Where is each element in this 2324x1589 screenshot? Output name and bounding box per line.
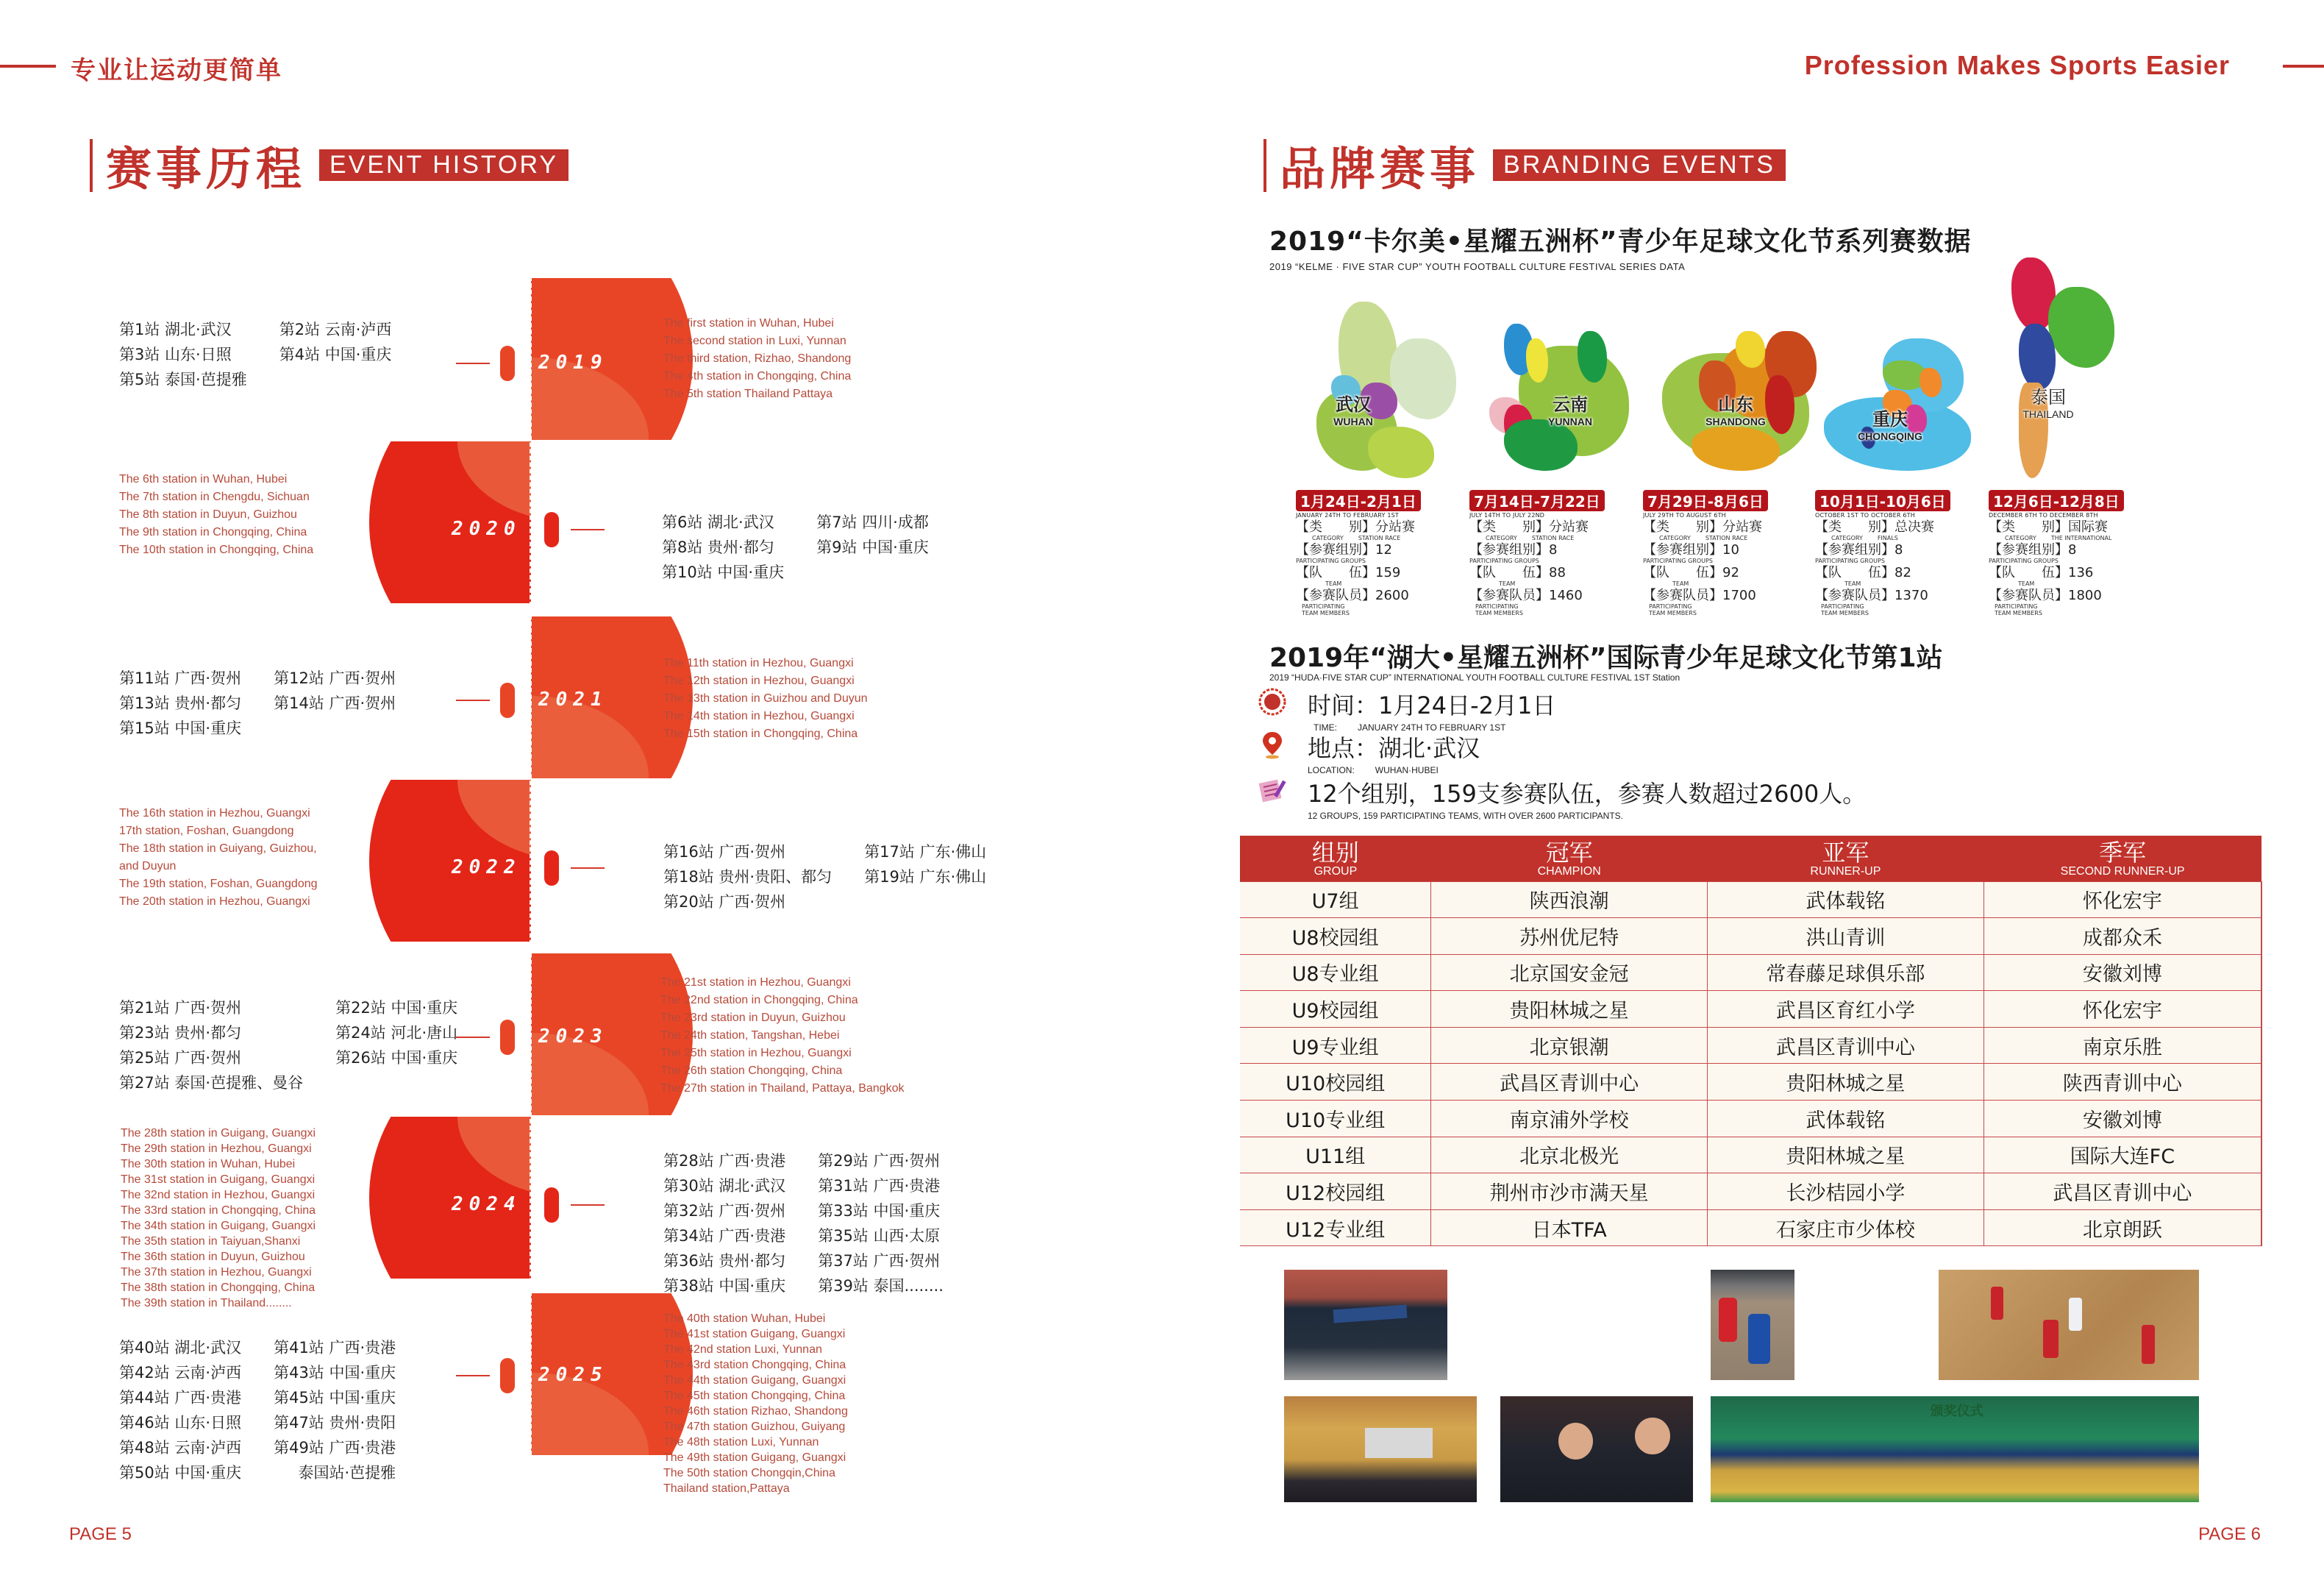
stat-card-thailand: 12月6日-12月8日 DECEMBER 6TH TO DECEMBER 8TH 【类 别】国际赛 CATEGORY THE INTERNATIONAL 【参赛组别】8 PARTICIPATING GROUPS 【队 伍】136 TEAM 【参赛队员】1800 PARTICIPATING TEAM MEMBERS xyxy=(1989,490,2158,616)
station-item: 第32站 广西·贺州 xyxy=(663,1202,786,1220)
station-item-en: The 40th station Wuhan, Hubei xyxy=(663,1312,826,1325)
station-item: 第36站 贵州·都匀 xyxy=(663,1252,786,1270)
stations-2024-cn xyxy=(663,1149,944,1296)
station-item-en: The 15th station in Chongqing, China xyxy=(663,728,858,740)
table-row: U12专业组 日本TFA 石家庄市少体校 北京朗跃 xyxy=(1240,1209,2261,1246)
station-item: 第49站 广西·贵港 xyxy=(274,1439,396,1457)
station-item: 第40站 湖北·武汉 xyxy=(119,1339,242,1357)
table-row: U10校园组 武昌区青训中心 贵阳林城之星 陕西青训中心 xyxy=(1240,1064,2261,1101)
slogan-en: Profession Makes Sports Easier xyxy=(1804,50,2230,80)
series-subtitle: 2019 “KELME · FIVE STAR CUP” YOUTH FOOTBALL CULTURE FESTIVAL SERIES DATA xyxy=(1269,261,1686,272)
station-item-en: The third station, Rizhao, Shandong xyxy=(663,352,852,365)
timeline-marker xyxy=(544,512,559,547)
page-number-right: PAGE 6 xyxy=(2198,1524,2261,1544)
festival-time: 时间：1月24日-2月1日 TIME: JANUARY 24TH TO FEBRUARY 1ST xyxy=(1258,687,1555,733)
station-item: 第14站 广西·贺州 xyxy=(274,694,396,712)
page-number-left: PAGE 5 xyxy=(69,1524,132,1544)
timeline-tick xyxy=(571,1204,605,1206)
timeline-tick xyxy=(456,363,490,364)
station-item-en: The second station in Luxi, Yunnan xyxy=(663,335,846,347)
station-item-en: The 37th station in Hezhou, Guangxi xyxy=(121,1266,312,1279)
timeline-marker xyxy=(500,1358,515,1393)
clock-icon xyxy=(1258,687,1287,717)
map-wuhan xyxy=(1316,302,1464,478)
station-item-en: The 30th station in Wuhan, Hubei xyxy=(121,1158,296,1170)
station-item-en: The 5th station Thailand Pattaya xyxy=(663,388,833,400)
stat-card-shandong: 7月29日-8月6日 JULY 29TH TO AUGUST 6TH 【类 别】分站赛 CATEGORY STATION RACE 【参赛组别】10 PARTICIPATING GROUPS 【队 伍】92 TEAM 【参赛队员】1700 PARTICIPATING TEAM MEMBERS xyxy=(1643,490,1812,616)
station-item-en: The 26th station Chongqing, China xyxy=(660,1064,843,1077)
festival-location: 地点：湖北·武汉 LOCATION: WUHAN·HUBEI xyxy=(1258,730,1480,775)
map-label: 泰国 THAILAND xyxy=(2022,387,2074,420)
station-item-en: The 23rd station in Duyun, Guizhou xyxy=(660,1012,846,1024)
station-item-en: The 20th station in Hezhou, Guangxi xyxy=(119,895,310,908)
station-item-en: The 32nd station in Hezhou, Guangxi xyxy=(121,1189,316,1201)
station-item-en: The 44th station Guigang, Guangxi xyxy=(663,1374,846,1387)
station-item-en: The 31st station in Guigang, Guangxi xyxy=(121,1173,316,1186)
table-row: U10专业组 南京浦外学校 武体载铭 安徽刘博 xyxy=(1240,1101,2261,1137)
timeline-marker xyxy=(500,1020,515,1055)
station-item: 第34站 广西·贵港 xyxy=(663,1227,786,1245)
station-item: 第41站 广西·贵港 xyxy=(274,1339,396,1357)
stations-2024-en xyxy=(121,1126,316,1311)
station-item: 第9站 中国·重庆 xyxy=(816,538,929,556)
award-ceremony-caption: 颁奖仪式 xyxy=(1930,1403,1983,1419)
map-label: 武汉 WUHAN xyxy=(1333,394,1373,427)
year-label-2024: 2024 xyxy=(452,1193,521,1215)
stations-2025-en xyxy=(663,1311,848,1496)
station-item-en: The 47th station Guizhou, Guiyang xyxy=(663,1421,846,1433)
location-pin-icon xyxy=(1258,730,1287,759)
station-item-en: The 28th station in Guigang, Guangxi xyxy=(121,1127,316,1140)
station-item: 第16站 广西·贺州 xyxy=(663,843,786,861)
station-item: 第30站 湖北·武汉 xyxy=(663,1177,786,1195)
station-item: 第21站 广西·贺州 xyxy=(119,999,242,1017)
stations-2022-cn xyxy=(663,840,986,912)
station-item-en: Thailand station,Pattaya xyxy=(663,1482,790,1495)
station-item-en: The 18th station in Guiyang, Guizhou, xyxy=(119,842,317,855)
station-item: 第35站 山西·太原 xyxy=(818,1227,941,1245)
station-item-en: The 43rd station Chongqing, China xyxy=(663,1359,846,1371)
stations-2019-en xyxy=(663,315,851,403)
stations-2020-cn xyxy=(662,511,929,583)
station-item: 第27站 泰国·芭提雅、曼谷 xyxy=(119,1074,304,1092)
station-item-en: The 50th station Chongqin,China xyxy=(663,1467,835,1479)
station-item: 第43站 中国·重庆 xyxy=(274,1364,396,1382)
photo-team-group xyxy=(1284,1270,1447,1380)
station-item-en: The 9th station in Chongqing, China xyxy=(119,526,307,538)
station-item-en: The 49th station Guigang, Guangxi xyxy=(663,1451,846,1464)
station-item-en: The 29th station in Hezhou, Guangxi xyxy=(121,1142,312,1155)
station-item: 第7站 四川·成都 xyxy=(816,513,929,531)
station-item-en: The 7th station in Chengdu, Sichuan xyxy=(119,491,310,503)
festival-summary: 12个组别，159支参赛队伍，参赛人数超过2600人。 12 GROUPS, 159 PARTICIPATING TEAMS, WITH OVER 2600 PARTICIPANTS. xyxy=(1258,775,1866,821)
station-item-en: The 46th station Rizhao, Shandong xyxy=(663,1405,848,1418)
station-item: 第20站 广西·贺州 xyxy=(663,893,786,911)
station-item-en: The 48th station Luxi, Yunnan xyxy=(663,1436,819,1448)
map-shandong xyxy=(1662,331,1809,463)
col-group: 组别 GROUP xyxy=(1240,836,1431,881)
station-item-en: The 16th station in Hezhou, Guangxi xyxy=(119,807,310,820)
date-badge: 1月24日-2月1日 xyxy=(1296,490,1421,511)
date-badge: 7月14日-7月22日 xyxy=(1469,490,1605,511)
festival-subtitle: 2019 “HUDA·FIVE STAR CUP” INTERNATIONAL YOUTH FOOTBALL CULTURE FESTIVAL 1ST Station xyxy=(1269,672,1680,683)
station-item: 第45站 中国·重庆 xyxy=(274,1389,396,1407)
station-item-en: The 8th station in Duyun, Guizhou xyxy=(119,508,297,521)
station-item-en: The 13th station in Guizhou and Duyun xyxy=(663,692,868,705)
station-item-en: The 33rd station in Chongqing, China xyxy=(121,1204,316,1217)
table-row: U9专业组 北京银潮 武昌区青训中心 南京乐胜 xyxy=(1240,1027,2261,1064)
table-row: U7组 陕西浪潮 武体载铭 怀化宏宇 xyxy=(1240,881,2261,918)
heading-en-badge: EVENT HISTORY xyxy=(319,149,568,181)
photo-match-outdoor xyxy=(1711,1270,1794,1380)
station-item-en: The 25th station in Hezhou, Guangxi xyxy=(660,1047,852,1059)
stat-card-wuhan: 1月24日-2月1日 JANUARY 24TH TO FEBRUARY 1ST 【类 别】分站赛 CATEGORY STATION RACE 【参赛组别】12 PARTICIPATING GROUPS 【队 伍】159 TEAM 【参赛队员】2600 PARTICIPATING TEAM MEMBERS xyxy=(1296,490,1465,616)
station-item-en: The 34th station in Guigang, Guangxi xyxy=(121,1220,316,1232)
timeline-marker xyxy=(544,850,559,886)
stations-2025-cn xyxy=(119,1336,396,1483)
station-item: 第11站 广西·贺州 xyxy=(119,669,242,687)
map-yunnan xyxy=(1489,316,1636,478)
station-item-en: The 14th station in Hezhou, Guangxi xyxy=(663,710,855,722)
station-item: 第15站 中国·重庆 xyxy=(119,719,242,737)
slogan-rule-right xyxy=(2283,65,2324,68)
map-label: 云南 YUNNAN xyxy=(1548,394,1592,427)
heading-cn: 赛事历程 xyxy=(106,142,307,196)
year-label-2019: 2019 xyxy=(538,352,608,374)
station-item-en: The first station in Wuhan, Hubei xyxy=(663,317,834,330)
region-maps xyxy=(1309,257,2192,486)
station-item-en: The 11th station in Hezhou, Guangxi xyxy=(663,657,854,669)
station-item-en: The 38th station in Chongqing, China xyxy=(121,1281,316,1294)
station-item: 第38站 中国·重庆 xyxy=(663,1277,786,1295)
station-item-en: The 6th station in Wuhan, Hubei xyxy=(119,473,288,486)
station-item: 第18站 贵州·贵阳、都匀 xyxy=(663,868,833,886)
slogan-rule-left xyxy=(0,65,56,68)
station-item-en: The 19th station, Foshan, Guangdong xyxy=(119,878,318,890)
date-badge: 12月6日-12月8日 xyxy=(1989,490,2124,511)
station-item: 第47站 贵州·贵阳 xyxy=(274,1414,396,1432)
year-label-2022: 2022 xyxy=(452,856,521,878)
map-thailand xyxy=(2004,257,2136,486)
station-item: 第2站 云南·泸西 xyxy=(279,321,392,338)
map-label: 重庆 CHONGQING xyxy=(1858,409,1922,442)
map-chongqing xyxy=(1824,338,1971,478)
station-item: 第29站 广西·贺州 xyxy=(818,1152,941,1170)
station-item: 第26站 中国·重庆 xyxy=(335,1049,458,1067)
station-item-en: The 24th station, Tangshan, Hebei xyxy=(660,1029,840,1042)
station-item: 第8站 贵州·都匀 xyxy=(662,538,774,556)
timeline-tick xyxy=(456,1375,490,1376)
heading-cn: 品牌赛事 xyxy=(1280,142,1480,196)
station-item-en: The 36th station in Duyun, Guizhou xyxy=(121,1251,305,1263)
station-item: 第46站 山东·日照 xyxy=(119,1414,242,1432)
series-title: 2019“卡尔美•星耀五洲杯”青少年足球文化节系列赛数据 xyxy=(1269,227,1972,257)
station-item: 第19站 广东·佛山 xyxy=(864,868,987,886)
heading-en-badge: BRANDING EVENTS xyxy=(1493,149,1786,181)
stat-card-chongqing: 10月1日-10月6日 OCTOBER 1ST TO OCTOBER 6TH 【类 别】总决赛 CATEGORY FINALS 【参赛组别】8 PARTICIPATING GROUPS 【队 伍】82 TEAM 【参赛队员】1370 PARTICIPATING TEAM MEMBERS xyxy=(1815,490,1984,616)
station-item: 第23站 贵州·都匀 xyxy=(119,1024,242,1042)
station-item-en: and Duyun xyxy=(119,860,177,872)
station-item-en: The 41st station Guigang, Guangxi xyxy=(663,1328,846,1340)
date-badge: 10月1日-10月6日 xyxy=(1815,490,1950,511)
stations-2021-en xyxy=(663,655,868,743)
photo-award-ceremony xyxy=(1711,1396,2199,1502)
station-item-en: The 39th station in Thailand........ xyxy=(121,1297,292,1309)
table-row: U11组 北京北极光 贵阳林城之星 国际大连FC xyxy=(1240,1137,2261,1173)
stations-2021-cn xyxy=(119,666,396,739)
timeline-tick xyxy=(571,529,605,530)
station-item: 第37站 广西·贺州 xyxy=(818,1252,941,1270)
station-item: 第50站 中国·重庆 xyxy=(119,1464,242,1482)
stations-2023-cn xyxy=(119,996,457,1093)
station-item-en: The 12th station in Hezhou, Guangxi xyxy=(663,675,855,687)
map-label: 山东 SHANDONG xyxy=(1705,394,1766,427)
timeline-marker xyxy=(500,346,515,381)
stations-2022-en xyxy=(119,805,318,911)
timeline-tick xyxy=(456,700,490,701)
heading-bar xyxy=(1263,139,1266,192)
station-item: 第17站 广东·佛山 xyxy=(864,843,987,861)
station-item: 第4站 中国·重庆 xyxy=(279,346,392,363)
stat-card-yunnan: 7月14日-7月22日 JULY 14TH TO JULY 22ND 【类 别】分站赛 CATEGORY STATION RACE 【参赛组别】8 PARTICIPATING GROUPS 【队 伍】88 TEAM 【参赛队员】1460 PARTICIPATING TEAM MEMBERS xyxy=(1469,490,1639,616)
station-item: 第28站 广西·贵港 xyxy=(663,1152,786,1170)
station-item-en: The 10th station in Chongqing, China xyxy=(119,544,314,556)
station-item: 第33站 中国·重庆 xyxy=(818,1202,941,1220)
station-item-en: The 45th station Chongqing, China xyxy=(663,1390,846,1402)
station-item: 第22站 中国·重庆 xyxy=(335,999,458,1017)
station-item-en: The 4th station in Chongqing, China xyxy=(663,370,852,383)
timeline-tick xyxy=(456,1037,490,1038)
station-item: 第25站 广西·贺州 xyxy=(119,1049,242,1067)
station-item-en: The 35th station in Taiyuan,Shanxi xyxy=(121,1235,301,1248)
col-second-runner-up: 季军 SECOND RUNNER-UP xyxy=(1983,836,2261,881)
date-badge: 7月29日-8月6日 xyxy=(1643,490,1768,511)
festival-title: 2019年“湖大•星耀五洲杯”国际青少年足球文化节第1站 xyxy=(1269,643,1943,673)
table-row: U8校园组 苏州优尼特 洪山青训 成都众禾 xyxy=(1240,918,2261,955)
station-item: 第6站 湖北·武汉 xyxy=(662,513,774,531)
table-row: U12校园组 荆州市沙市满天星 长沙桔园小学 武昌区青训中心 xyxy=(1240,1173,2261,1210)
station-item-en: 17th station, Foshan, Guangdong xyxy=(119,825,294,837)
year-label-2020: 2020 xyxy=(452,518,521,540)
photo-conference-hall xyxy=(1284,1396,1477,1502)
event-history-heading xyxy=(90,132,568,198)
station-item-en: The 21st station in Hezhou, Guangxi xyxy=(660,976,851,989)
branding-events-heading xyxy=(1263,132,1786,198)
timeline-marker xyxy=(544,1187,559,1223)
station-item: 第3站 山东·日照 xyxy=(119,346,232,363)
station-item-en: The 42nd station Luxi, Yunnan xyxy=(663,1343,822,1356)
station-item-en: The 27th station in Thailand, Pattaya, Bangkok xyxy=(660,1082,905,1095)
timeline-marker xyxy=(500,683,515,718)
photo-match-indoor xyxy=(1939,1270,2199,1380)
station-item: 第24站 河北·唐山 xyxy=(335,1024,458,1042)
station-item: 第39站 泰国........ xyxy=(818,1277,944,1295)
station-item: 第44站 广西·贵港 xyxy=(119,1389,242,1407)
station-item: 第13站 贵州·都匀 xyxy=(119,694,242,712)
stations-2020-en xyxy=(119,471,313,559)
stations-2019-cn xyxy=(119,318,391,390)
slogan-cn: 专业让运动更简单 xyxy=(71,56,282,85)
station-item: 第12站 广西·贺州 xyxy=(274,669,396,687)
station-item: 第31站 广西·贵港 xyxy=(818,1177,941,1195)
station-item: 第42站 云南·泸西 xyxy=(119,1364,242,1382)
col-runner-up: 亚军 RUNNER-UP xyxy=(1708,836,1984,881)
table-header-row xyxy=(1240,836,2261,881)
photo-audience-players xyxy=(1500,1396,1693,1502)
year-label-2021: 2021 xyxy=(538,689,608,711)
table-row: U8专业组 北京国安金冠 常春藤足球俱乐部 安徽刘博 xyxy=(1240,954,2261,991)
results-table xyxy=(1240,836,2262,1246)
station-item: 第10站 中国·重庆 xyxy=(662,564,785,581)
heading-bar xyxy=(90,139,93,192)
timeline-tick xyxy=(571,867,605,869)
stations-2023-en xyxy=(660,974,904,1098)
station-item: 第1站 湖北·武汉 xyxy=(119,321,232,338)
col-champion: 冠军 CHAMPION xyxy=(1431,836,1708,881)
station-item: 泰国站·芭提雅 xyxy=(298,1464,396,1482)
year-label-2025: 2025 xyxy=(538,1364,608,1386)
table-row: U9校园组 贵阳林城之星 武昌区育红小学 怀化宏宇 xyxy=(1240,991,2261,1028)
station-item: 第5站 泰国·芭提雅 xyxy=(119,371,247,388)
station-item: 第48站 云南·泸西 xyxy=(119,1439,242,1457)
notepad-icon xyxy=(1258,775,1287,805)
year-label-2023: 2023 xyxy=(538,1025,608,1048)
timeline-axis xyxy=(530,277,532,1468)
station-item-en: The 22nd station in Chongqing, China xyxy=(660,994,858,1006)
